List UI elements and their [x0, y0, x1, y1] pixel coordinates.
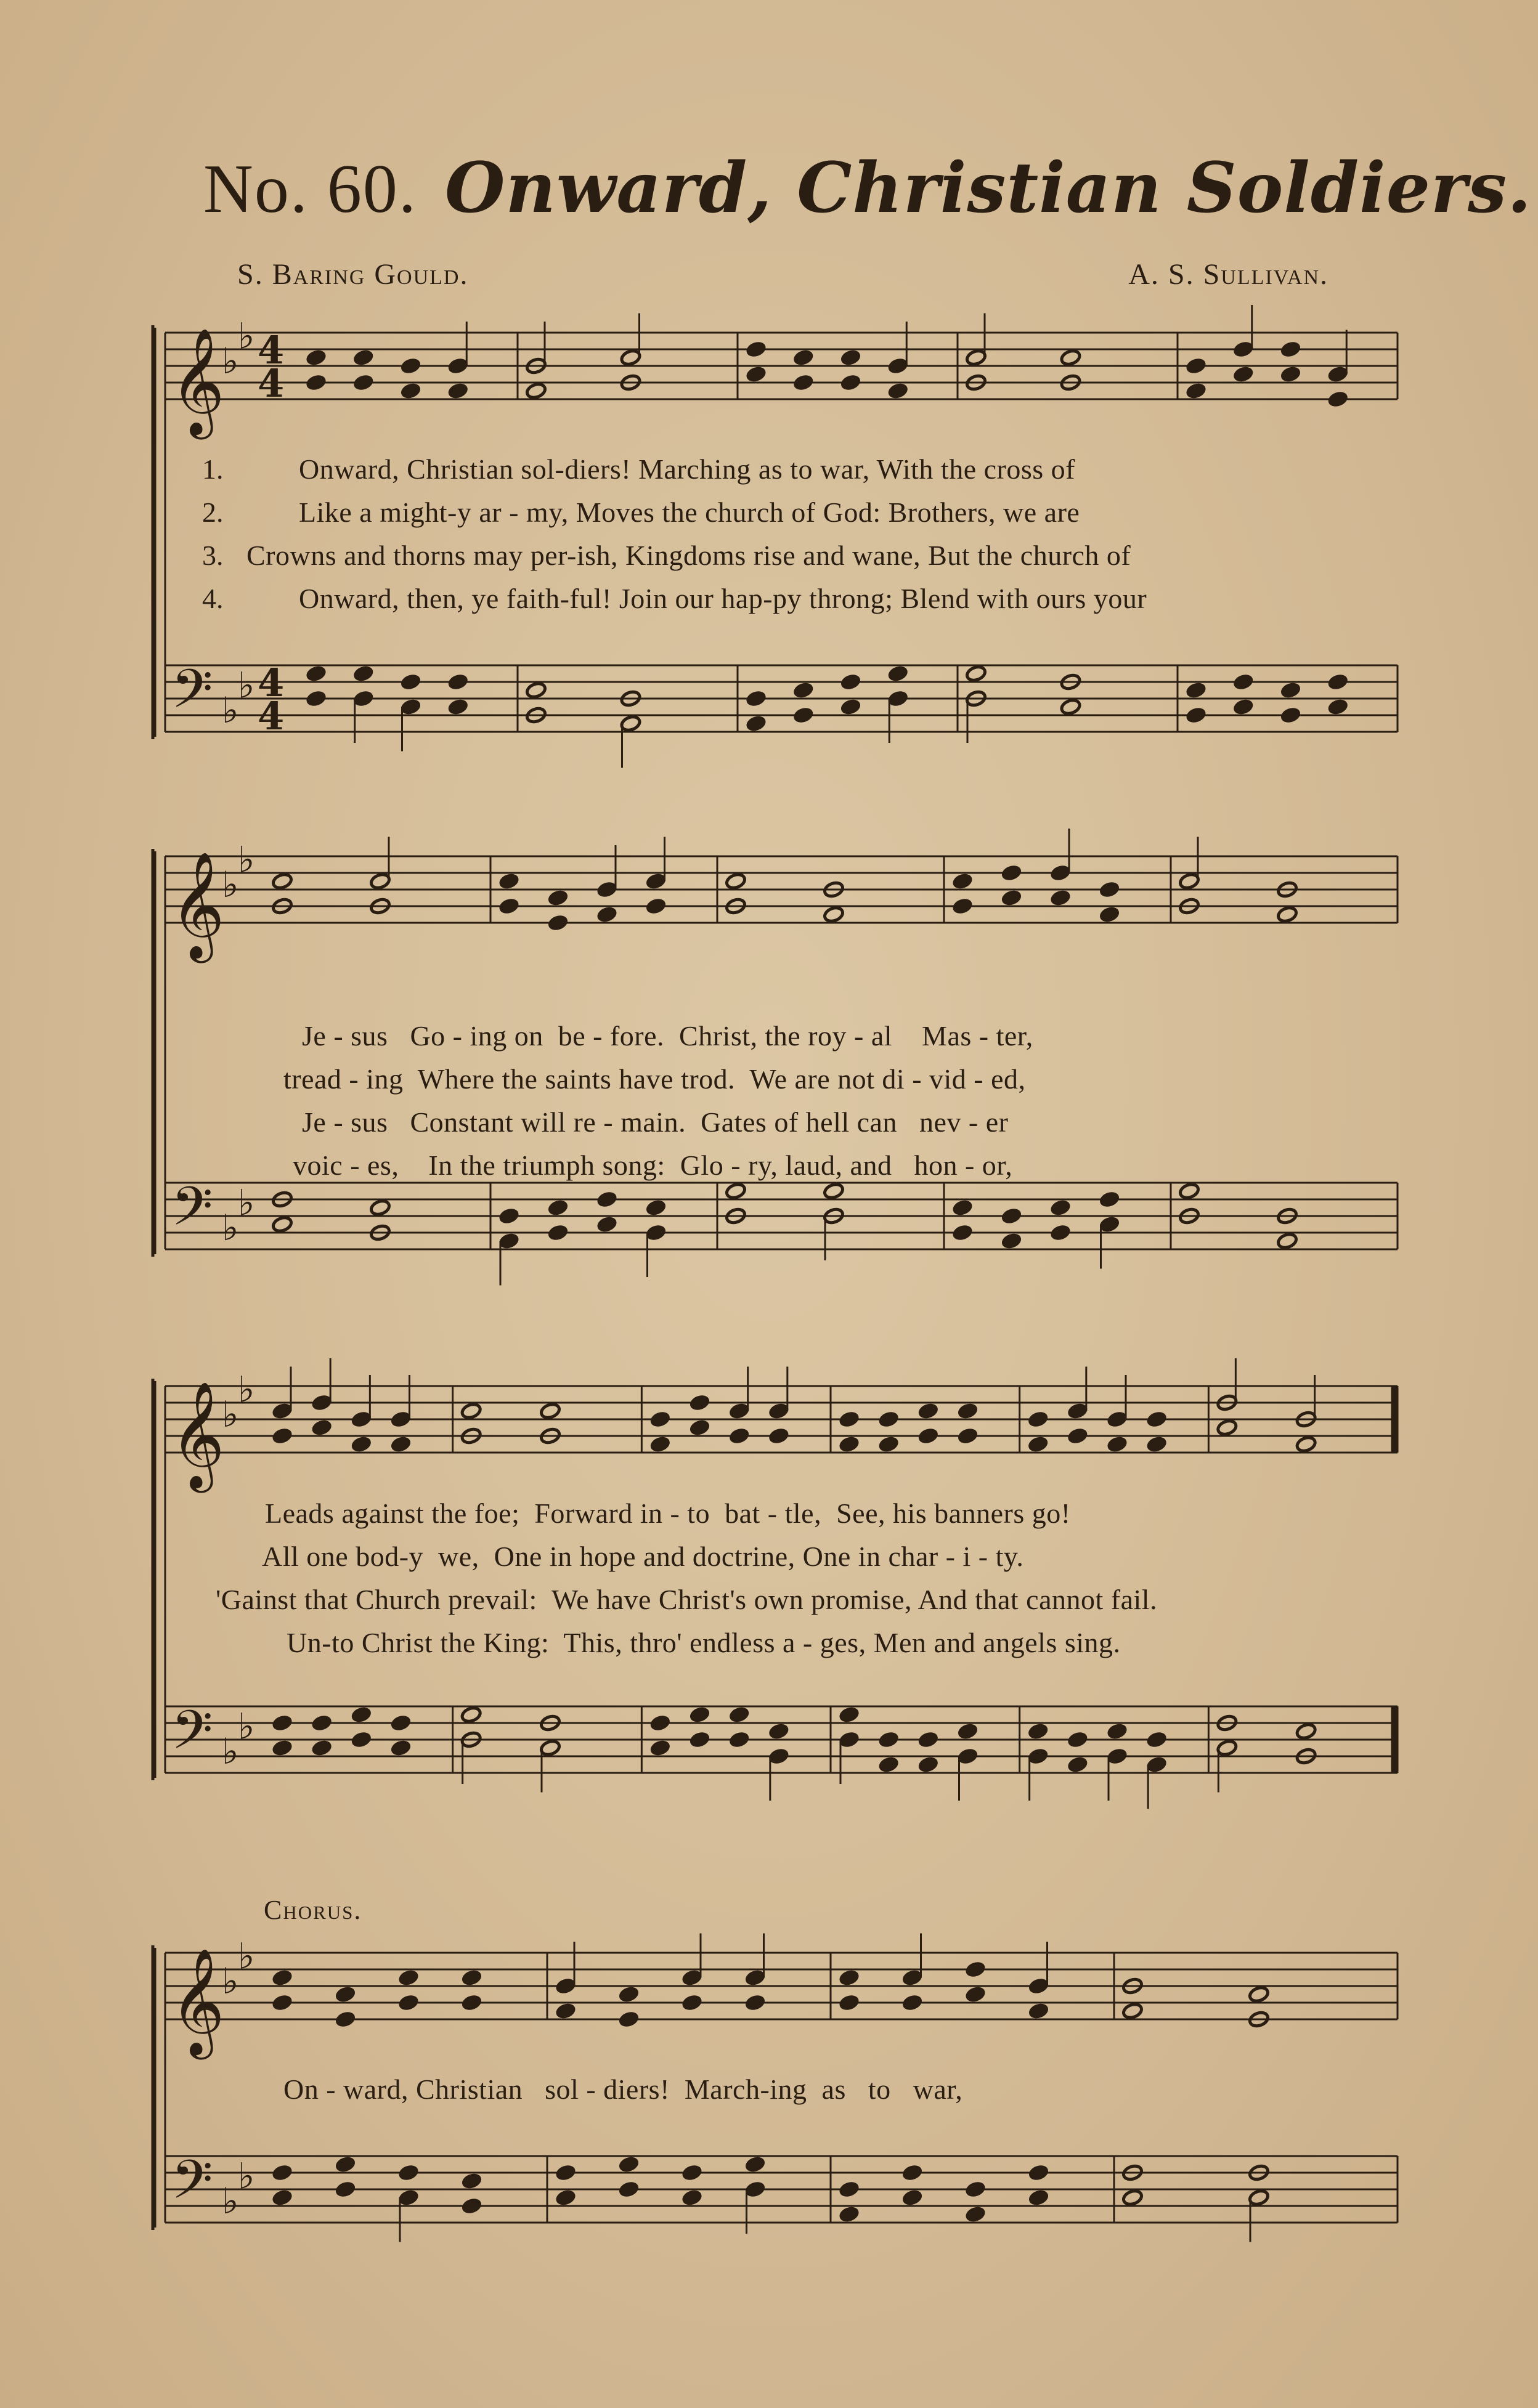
treble-clef-icon: 𝄞	[170, 851, 225, 959]
note-head	[681, 2163, 702, 2181]
note-head	[1185, 357, 1206, 375]
note-head	[400, 382, 421, 400]
note-head	[1146, 1410, 1168, 1428]
note-head	[1327, 698, 1349, 716]
note-head	[887, 382, 909, 400]
note-head	[649, 1714, 671, 1732]
flat-icon: ♭	[238, 664, 255, 707]
note-head	[725, 872, 746, 890]
note-head	[351, 1435, 372, 1453]
note-head	[1027, 1747, 1049, 1765]
note-head	[1049, 1223, 1071, 1241]
note-head	[965, 665, 987, 683]
note-head	[555, 2189, 576, 2207]
treble-clef-icon: 𝄞	[170, 328, 225, 435]
note-head	[645, 897, 667, 915]
lyric-line: Leads against the foe; Forward in - to bat - tle, See, his banners go!	[265, 1498, 1071, 1529]
note-head	[1027, 1435, 1049, 1453]
note-head	[689, 1730, 710, 1748]
note-head	[792, 373, 814, 391]
lyric-line: voic - es, In the triumph song: Glo - ry, laud, and hon - or,	[293, 1149, 1013, 1181]
lyricist-credit: S. Baring Gould.	[237, 258, 469, 291]
note-head	[838, 1730, 860, 1748]
note-head	[878, 1756, 900, 1774]
note-head	[1067, 1402, 1088, 1420]
note-head	[1001, 1207, 1022, 1225]
note-head	[1001, 1232, 1022, 1250]
lyric-line: Crowns and thorns may per-ish, Kingdoms rise and wane, But the church of	[246, 540, 1131, 571]
treble-clef-icon: 𝄞	[170, 1948, 225, 2055]
note-head	[1106, 1435, 1128, 1453]
note-head	[681, 1993, 702, 2011]
note-head	[965, 349, 987, 367]
note-head	[887, 665, 909, 683]
time-signature: 4	[258, 660, 285, 705]
note-head	[1248, 2189, 1269, 2207]
note-head	[840, 698, 861, 716]
note-head	[649, 1435, 671, 1453]
note-head	[461, 2197, 482, 2215]
note-head	[957, 1722, 979, 1740]
note-head	[498, 897, 519, 915]
flat-icon: ♭	[238, 2155, 255, 2197]
note-head	[351, 1706, 372, 1724]
note-head	[305, 689, 327, 707]
note-head	[1049, 864, 1071, 882]
note-head	[351, 1730, 372, 1748]
flat-icon: ♭	[238, 1182, 255, 1224]
note-head	[271, 1215, 293, 1233]
note-head	[305, 665, 327, 683]
note-head	[1067, 1756, 1088, 1774]
note-head	[596, 880, 617, 898]
hymn-title: Onward, Christian Soldiers.	[444, 148, 1532, 229]
note-head	[271, 1402, 293, 1420]
note-head	[744, 2155, 766, 2173]
note-head	[1106, 1410, 1128, 1428]
note-head	[745, 689, 767, 707]
note-head	[618, 2180, 640, 2198]
note-head	[1216, 1739, 1238, 1757]
note-head	[498, 872, 519, 890]
hymn-number: No. 60.	[203, 151, 417, 227]
note-head	[1146, 1730, 1168, 1748]
note-head	[1232, 365, 1254, 383]
note-head	[681, 1969, 702, 1987]
note-head	[1001, 889, 1022, 907]
note-head	[400, 698, 421, 716]
note-head	[390, 1410, 412, 1428]
note-head	[1146, 1756, 1168, 1774]
time-signature: 4	[258, 361, 285, 406]
lyric-line: Je - sus Constant will re - main. Gates of hell can nev - er	[302, 1106, 1009, 1138]
note-head	[744, 1993, 766, 2011]
note-head	[525, 382, 547, 400]
note-head	[352, 689, 374, 707]
note-head	[964, 1960, 986, 1978]
note-head	[964, 1985, 986, 2003]
note-head	[887, 689, 909, 707]
note-head	[951, 1223, 973, 1241]
note-head	[728, 1427, 750, 1445]
note-head	[768, 1722, 789, 1740]
note-head	[390, 1739, 412, 1757]
note-head	[498, 1207, 519, 1225]
note-head	[596, 1215, 617, 1233]
flat-icon: ♭	[238, 838, 255, 881]
note-head	[1280, 340, 1301, 358]
note-head	[838, 1410, 860, 1428]
note-head	[1327, 390, 1349, 408]
note-head	[1121, 2002, 1143, 2020]
note-head	[957, 1427, 979, 1445]
lyric-line: All one bod-y we, One in hope and doctrine, One in char - i - ty.	[262, 1541, 1024, 1572]
note-head	[400, 357, 421, 375]
chorus-label: Chorus.	[264, 1895, 362, 1925]
verse-number: 3.	[202, 540, 224, 571]
flat-icon: ♭	[238, 1935, 255, 1977]
note-head	[447, 382, 469, 400]
note-head	[792, 706, 814, 724]
note-head	[397, 1969, 419, 1987]
note-head	[390, 1714, 412, 1732]
note-head	[271, 1993, 293, 2011]
note-head	[1276, 906, 1298, 923]
note-head	[840, 373, 861, 391]
flat-icon: ♭	[222, 1730, 239, 1772]
note-head	[745, 365, 767, 383]
note-head	[1295, 1722, 1317, 1740]
note-head	[335, 2010, 356, 2028]
chorus-lyric-line: On - ward, Christian sol - diers! March-ing as to war,	[283, 2074, 963, 2105]
flat-icon: ♭	[238, 315, 255, 357]
note-head	[461, 1969, 482, 1987]
note-head	[840, 349, 861, 367]
treble-clef-icon: 𝄞	[170, 1381, 225, 1488]
note-head	[1280, 681, 1301, 699]
note-head	[1099, 1190, 1120, 1208]
note-head	[525, 681, 547, 699]
note-head	[1027, 1410, 1049, 1428]
note-head	[901, 1993, 923, 2011]
note-head	[1028, 1977, 1049, 1995]
note-head	[539, 1739, 561, 1757]
note-head	[645, 1199, 667, 1217]
note-head	[728, 1402, 750, 1420]
note-head	[1280, 706, 1301, 724]
note-head	[1106, 1747, 1128, 1765]
note-head	[335, 2155, 356, 2173]
note-head	[901, 2163, 923, 2181]
flat-icon: ♭	[222, 1960, 239, 2002]
note-head	[689, 1393, 710, 1411]
flat-icon: ♭	[222, 1393, 239, 1435]
note-head	[918, 1756, 939, 1774]
note-head	[838, 2180, 860, 2198]
note-head	[1028, 2002, 1049, 2020]
note-head	[838, 1993, 860, 2011]
note-head	[768, 1427, 789, 1445]
note-head	[335, 2180, 356, 2198]
note-head	[1280, 365, 1301, 383]
note-head	[645, 872, 667, 890]
note-head	[901, 2189, 923, 2207]
note-head	[539, 1402, 561, 1420]
note-head	[369, 1199, 391, 1217]
note-head	[271, 1427, 293, 1445]
note-head	[964, 2205, 986, 2223]
note-head	[1028, 2163, 1049, 2181]
note-head	[1327, 673, 1349, 691]
note-head	[1232, 340, 1254, 358]
note-head	[964, 2180, 986, 2198]
note-head	[547, 1199, 569, 1217]
note-head	[840, 673, 861, 691]
lyric-line: Like a might-y ar - my, Moves the church of God: Brothers, we are	[299, 497, 1080, 528]
note-head	[271, 2189, 293, 2207]
lyric-line: Onward, then, ye faith-ful! Join our hap-py throng; Blend with ours your	[299, 583, 1147, 614]
verse-number: 1.	[202, 453, 224, 485]
note-head	[397, 2189, 419, 2207]
note-head	[271, 2163, 293, 2181]
note-head	[768, 1402, 789, 1420]
note-head	[1232, 673, 1254, 691]
note-head	[271, 1969, 293, 1987]
note-head	[1001, 864, 1022, 882]
composer-credit: A. S. Sullivan.	[1128, 258, 1328, 291]
note-head	[768, 1747, 789, 1765]
note-head	[596, 1190, 617, 1208]
time-signature: 4	[258, 328, 285, 373]
verse-number: 2.	[202, 497, 224, 528]
flat-icon: ♭	[222, 340, 239, 382]
note-head	[390, 1435, 412, 1453]
note-head	[1178, 1182, 1200, 1200]
note-head	[447, 673, 469, 691]
note-head	[951, 1199, 973, 1217]
note-head	[547, 914, 569, 931]
note-head	[645, 1223, 667, 1241]
note-head	[618, 1985, 640, 2003]
flat-icon: ♭	[222, 2180, 239, 2222]
note-head	[725, 1182, 746, 1200]
note-head	[838, 1435, 860, 1453]
note-head	[918, 1402, 939, 1420]
note-head	[951, 897, 973, 915]
lyric-line: Je - sus Go - ing on be - fore. Christ, the roy - al Mas - ter,	[302, 1020, 1033, 1052]
note-head	[305, 373, 327, 391]
note-head	[1049, 889, 1071, 907]
note-head	[1027, 1722, 1049, 1740]
note-head	[878, 1730, 900, 1748]
note-head	[745, 340, 767, 358]
note-head	[352, 665, 374, 683]
note-head	[498, 1232, 519, 1250]
note-head	[823, 906, 844, 923]
note-head	[397, 1993, 419, 2011]
lyric-line: Onward, Christian sol-diers! Marching as to war, With the cross of	[299, 453, 1075, 485]
note-head	[744, 1969, 766, 1987]
flat-icon: ♭	[222, 864, 239, 906]
note-head	[620, 715, 641, 732]
note-head	[878, 1410, 900, 1428]
note-head	[397, 2163, 419, 2181]
note-head	[918, 1427, 939, 1445]
note-head	[1232, 698, 1254, 716]
lyric-line: tread - ing Where the saints have trod. We are not di - vid - ed,	[283, 1063, 1026, 1095]
note-head	[447, 357, 469, 375]
lyric-line: 'Gainst that Church prevail: We have Christ's own promise, And that cannot fail.	[216, 1584, 1158, 1615]
note-head	[838, 1706, 860, 1724]
verse-number: 4.	[202, 583, 224, 614]
note-head	[1028, 2189, 1049, 2207]
note-head	[311, 1739, 333, 1757]
note-head	[311, 1419, 333, 1437]
note-head	[918, 1730, 939, 1748]
note-head	[460, 1706, 482, 1724]
note-head	[901, 1969, 923, 1987]
note-head	[689, 1706, 710, 1724]
note-head	[400, 673, 421, 691]
flat-icon: ♭	[222, 1207, 239, 1249]
note-head	[1185, 706, 1206, 724]
note-head	[335, 1985, 356, 2003]
note-head	[957, 1402, 979, 1420]
note-head	[1295, 1435, 1317, 1453]
note-head	[957, 1747, 979, 1765]
note-head	[728, 1730, 750, 1748]
note-head	[447, 698, 469, 716]
note-head	[311, 1393, 333, 1411]
note-head	[1185, 382, 1206, 400]
note-head	[1106, 1722, 1128, 1740]
note-head	[649, 1739, 671, 1757]
note-head	[461, 1993, 482, 2011]
note-head	[555, 2163, 576, 2181]
note-head	[792, 349, 814, 367]
note-head	[460, 1402, 482, 1420]
note-head	[351, 1410, 372, 1428]
note-head	[311, 1714, 333, 1732]
note-head	[1327, 365, 1349, 383]
note-head	[555, 1977, 576, 1995]
note-head	[547, 889, 569, 907]
note-head	[461, 2172, 482, 2190]
note-head	[745, 715, 767, 732]
note-head	[1049, 1199, 1071, 1217]
note-head	[352, 349, 374, 367]
note-head	[271, 1714, 293, 1732]
note-head	[792, 681, 814, 699]
note-head	[596, 906, 617, 923]
note-head	[744, 2180, 766, 2198]
note-head	[352, 373, 374, 391]
note-head	[1216, 1419, 1238, 1437]
note-head	[1099, 880, 1120, 898]
note-head	[1185, 681, 1206, 699]
note-head	[1099, 906, 1120, 923]
note-head	[878, 1435, 900, 1453]
note-head	[1067, 1730, 1088, 1748]
bass-clef-icon: 𝄢	[171, 658, 213, 733]
note-head	[369, 872, 391, 890]
note-head	[1178, 872, 1200, 890]
note-head	[649, 1410, 671, 1428]
note-head	[823, 1182, 844, 1200]
note-head	[555, 2002, 576, 2020]
bass-clef-icon: 𝄢	[171, 1175, 213, 1251]
note-head	[1067, 1427, 1088, 1445]
note-head	[271, 1739, 293, 1757]
time-signature: 4	[258, 694, 285, 739]
flat-icon: ♭	[238, 1368, 255, 1411]
bass-clef-icon: 𝄢	[171, 2149, 213, 2224]
note-head	[838, 2205, 860, 2223]
note-head	[1121, 2189, 1143, 2207]
note-head	[728, 1706, 750, 1724]
note-head	[1146, 1435, 1168, 1453]
note-head	[618, 2155, 640, 2173]
note-head	[305, 349, 327, 367]
note-head	[951, 872, 973, 890]
note-head	[618, 2010, 640, 2028]
note-head	[1060, 349, 1081, 367]
note-head	[887, 357, 909, 375]
note-head	[689, 1419, 710, 1437]
note-head	[620, 349, 641, 367]
note-head	[271, 872, 293, 890]
flat-icon: ♭	[222, 689, 239, 731]
note-head	[1276, 1232, 1298, 1250]
note-head	[1099, 1215, 1120, 1233]
lyric-line: Un-to Christ the King: This, thro' endless a - ges, Men and angels sing.	[287, 1627, 1121, 1658]
note-head	[681, 2189, 702, 2207]
note-head	[547, 1223, 569, 1241]
note-head	[1248, 1985, 1269, 2003]
flat-icon: ♭	[238, 1705, 255, 1748]
bass-clef-icon: 𝄢	[171, 1699, 213, 1774]
note-head	[1060, 698, 1081, 716]
note-head	[838, 1969, 860, 1987]
